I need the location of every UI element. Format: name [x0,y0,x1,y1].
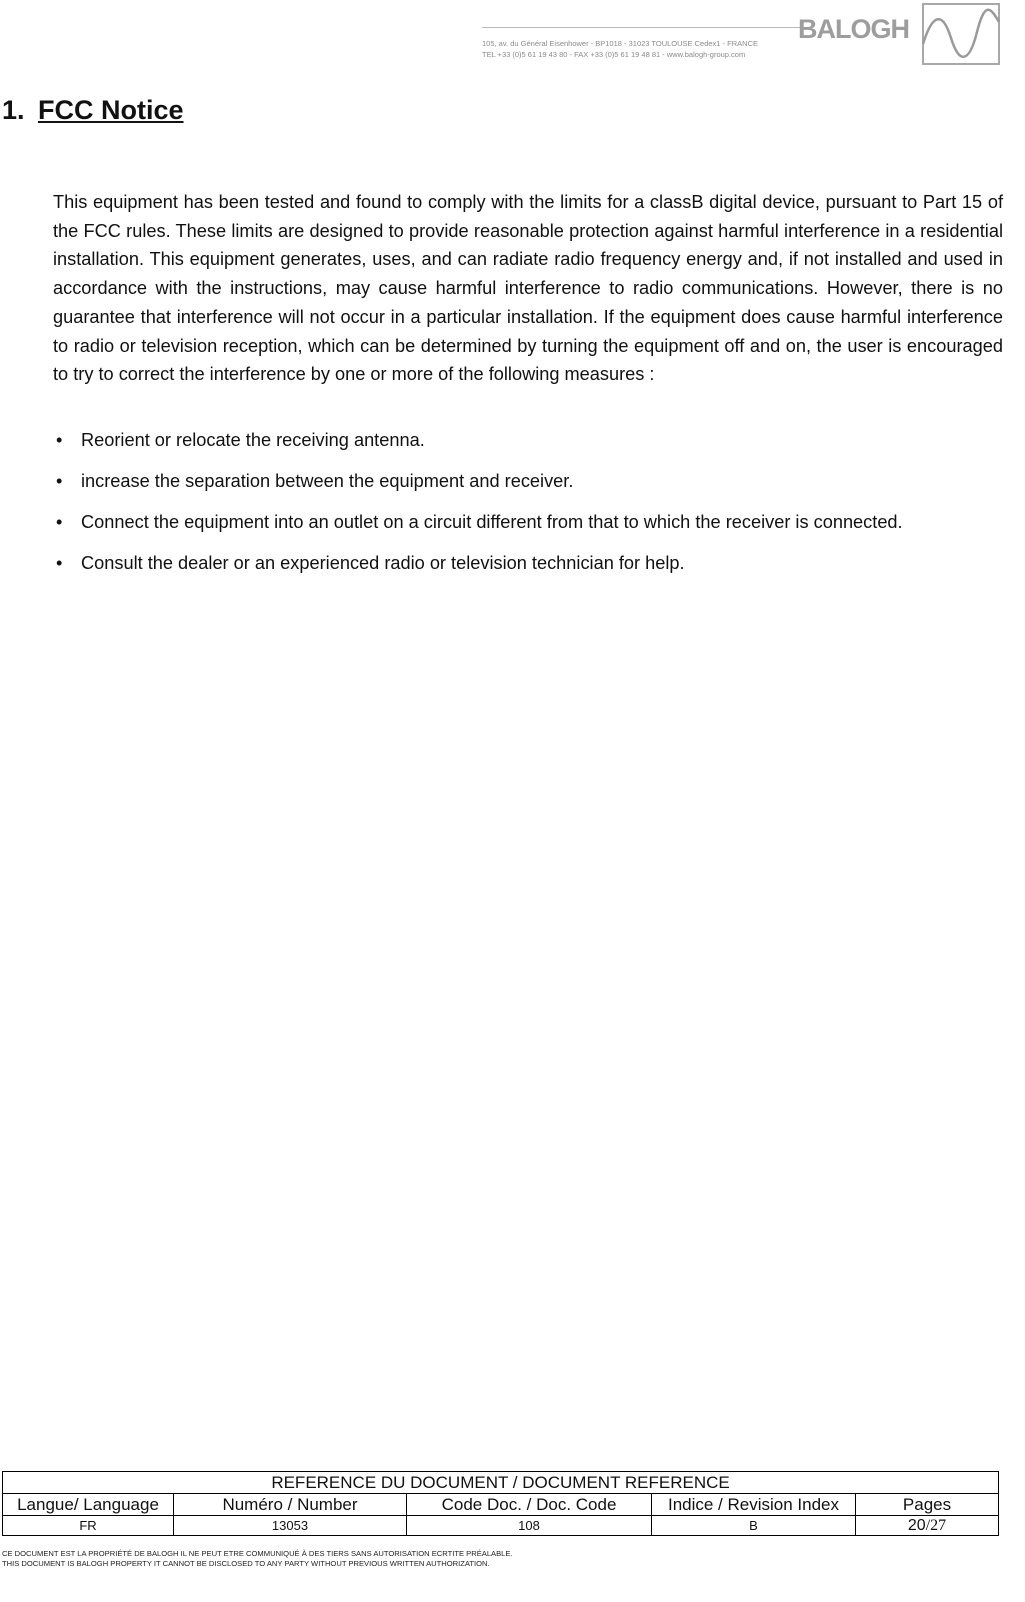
header-number: Numéro / Number [174,1494,407,1516]
list-item-text: Reorient or relocate the receiving antenna. [81,430,425,450]
address-line-2: TEL +33 (0)5 61 19 43 80 - FAX +33 (0)5 61 19 48 81 - www.balogh-group.com [482,50,746,59]
section-title: FCC Notice [38,95,184,125]
header-pages: Pages [856,1494,999,1516]
header-doc-code: Code Doc. / Doc. Code [407,1494,652,1516]
header-revision-index: Indice / Revision Index [652,1494,856,1516]
list-item [53,430,1008,471]
list-item [53,553,1008,594]
notice-line-fr: CE DOCUMENT EST LA PROPRIÉTÉ DE BALOGH IL NE PEUT ETRE COMMUNIQUÉ À DES TIERS SANS AUTORISATION ECRTITE PRÉALABLE. [2,1549,513,1558]
page-total: /27 [925,1516,947,1534]
header-language: Langue/ Language [3,1494,174,1516]
list-item [53,512,1008,553]
document-reference-table [2,1471,999,1536]
bullet-icon: • [56,430,63,450]
measures-list [53,430,1008,594]
list-item-text: increase the separation between the equipment and receiver. [81,471,574,491]
section-number: 1. [2,95,25,125]
list-item-text: Connect the equipment into an outlet on a circuit different from that to which the receiver is connected. [81,512,903,532]
value-pages [856,1516,999,1536]
value-doc-code: 108 [407,1516,652,1536]
page-current: 20 [907,1516,926,1534]
list-item [53,471,1008,512]
notice-line-en: THIS DOCUMENT IS BALOGH PROPERTY IT CANNOT BE DISCLOSED TO ANY PARTY WITHOUT PREVIOUS WRITTEN AUTHORIZATION. [2,1558,490,1568]
page-header [0,0,1025,75]
list-item-text: Consult the dealer or an experienced radio or television technician for help. [81,553,685,573]
address-line-1: 105, av. du Général Eisenhower - BP1018 - 31023 TOULOUSE Cedex1 - FRANCE [482,39,758,48]
bullet-icon: • [56,512,63,532]
value-language: FR [3,1516,174,1536]
reference-table-title: REFERENCE DU DOCUMENT / DOCUMENT REFERENCE [3,1472,999,1494]
header-rule [482,27,800,28]
value-number: 13053 [174,1516,407,1536]
balogh-wave-logo-icon [921,2,1001,66]
confidentiality-notice [2,1549,513,1568]
bullet-icon: • [56,553,63,573]
value-revision: B [652,1516,856,1536]
company-address [482,38,758,60]
section-heading [2,95,184,126]
fcc-paragraph: This equipment has been tested and found to comply with the limits for a classB digital device, pursuant to Part 15 of the FCC rules. These limits are designed to provide reasonable protection against harmful interference in a residential installation. This equipment generates, uses, and can radiate radio frequency energy and, if not installed and used in accordance with the instructions, may cause harmful interference to radio communications. However, there is no guarantee that interference will not occur in a particular installation. If the equipment does cause harmful interference to radio or television reception, which can be determined by turning the equipment off and on, the user is encouraged to try to correct the interference by one or more of the following measures : [53,192,1003,385]
brand-name: BALOGH [798,14,909,44]
bullet-icon: • [56,471,63,491]
